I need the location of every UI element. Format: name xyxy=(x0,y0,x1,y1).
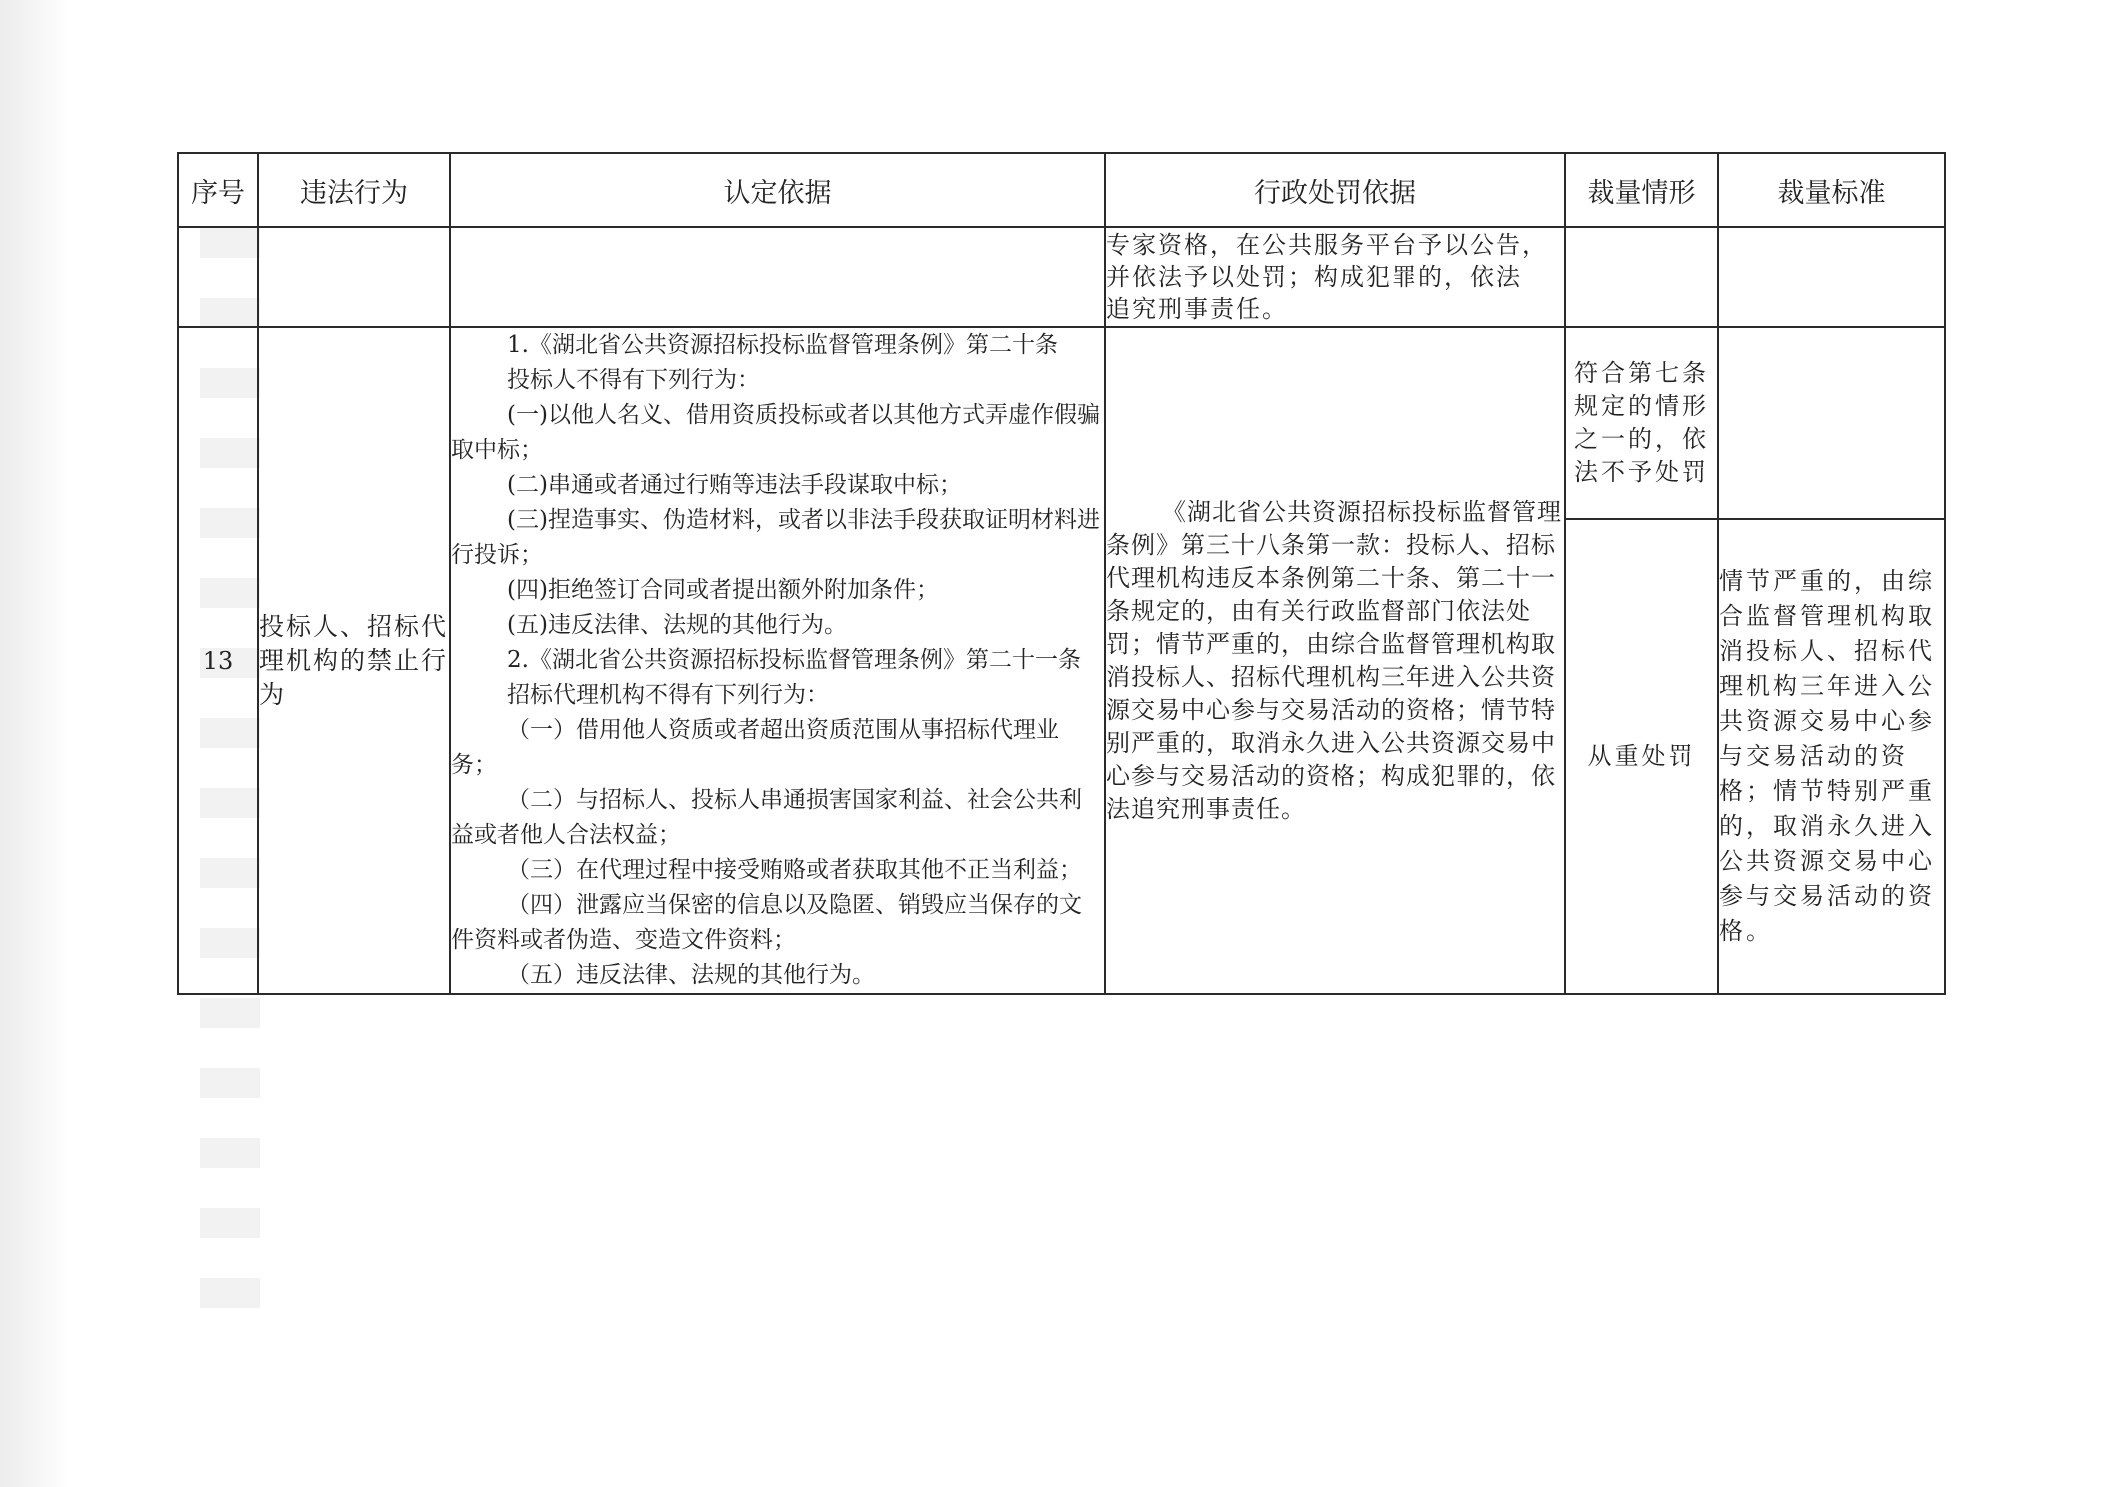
violation-cell: 投标人、招标代理机构的禁止行为 xyxy=(258,327,450,994)
cont-penalty-line: 专家资格，在公共服务平台予以公告， xyxy=(1106,231,1548,259)
cont-basis-cell xyxy=(450,227,1105,327)
cont-standard-cell xyxy=(1718,227,1945,327)
circumstance-aggravated: 从重处罚 xyxy=(1565,519,1718,994)
cont-penalty-line: 并依法予以处罚；构成犯罪的，依法 xyxy=(1106,263,1522,291)
basis-paragraph: (一)以他人名义、借用资质投标或者以其他方式弄虚作假骗取中标； xyxy=(451,402,1100,463)
cont-penalty-line: 追究刑事责任。 xyxy=(1106,295,1288,323)
basis-paragraph: (五)违反法律、法规的其他行为。 xyxy=(507,612,847,638)
scan-edge-shadow xyxy=(0,0,70,1487)
cont-violation-cell xyxy=(258,227,450,327)
basis-paragraph: 2.《湖北省公共资源招标投标监督管理条例》第二十一条 xyxy=(507,647,1081,673)
circumstance-exempt: 符合第七条规定的情形之一的，依法不予处罚 xyxy=(1565,327,1718,519)
header-penalty-basis: 行政处罚依据 xyxy=(1105,153,1565,227)
header-row xyxy=(178,153,1945,227)
cont-seq-cell xyxy=(178,227,258,327)
basis-paragraph: (三)捏造事实、伪造材料，或者以非法手段获取证明材料进行投诉； xyxy=(451,507,1100,568)
basis-paragraph: 招标代理机构不得有下列行为： xyxy=(507,682,829,708)
cont-circumstance-cell xyxy=(1565,227,1718,327)
penalty-basis-text: 《湖北省公共资源招标投标监督管理条例》第三十八条第一款：投标人、招标代理机构违反本条例第二十条、第二十一条规定的，由有关行政监督部门依法处罚；情节严重的，由综合监督管理机构取消投标人、招标代理机构三年进入公共资源交易中心参与交易活动的资格；情节特别严重的，取消永久进入公共资源交易中心参与交易活动的资格；构成犯罪的，依法追究刑事责任。 xyxy=(1106,497,1562,823)
basis-paragraph: （四）泄露应当保密的信息以及隐匿、销毁应当保存的文件资料或者伪造、变造文件资料； xyxy=(451,892,1082,953)
basis-paragraph: 1.《湖北省公共资源招标投标监督管理条例》第二十条 xyxy=(507,332,1058,358)
basis-paragraph: （三）在代理过程中接受贿赂或者获取其他不正当利益； xyxy=(507,857,1082,883)
basis-paragraph: (四)拒绝签订合同或者提出额外附加条件； xyxy=(507,577,939,603)
continuation-row xyxy=(178,227,1945,327)
basis-paragraph: (二)串通或者通过行贿等违法手段谋取中标； xyxy=(507,472,962,498)
basis-paragraph: （五）违反法律、法规的其他行为。 xyxy=(507,962,875,988)
standard-exempt xyxy=(1718,327,1945,519)
header-violation: 违法行为 xyxy=(258,153,450,227)
basis-paragraph: （一）借用他人资质或者超出资质范围从事招标代理业务； xyxy=(451,717,1059,778)
basis-paragraph: （二）与招标人、投标人串通损害国家利益、社会公共利益或者他人合法权益； xyxy=(451,787,1082,848)
cont-penalty-cell xyxy=(1105,227,1565,327)
header-seq: 序号 xyxy=(178,153,258,227)
row-number: 13 xyxy=(178,327,258,994)
header-basis: 认定依据 xyxy=(450,153,1105,227)
header-circumstance: 裁量情形 xyxy=(1565,153,1718,227)
header-standard: 裁量标准 xyxy=(1718,153,1945,227)
table-row-13 xyxy=(178,327,1945,519)
basis-cell xyxy=(450,327,1105,994)
basis-paragraph: 投标人不得有下列行为： xyxy=(507,367,760,393)
penalty-discretion-table xyxy=(177,152,1946,995)
penalty-basis-cell xyxy=(1105,327,1565,994)
standard-aggravated: 情节严重的，由综合监督管理机构取消投标人、招标代理机构三年进入公共资源交易中心参与交易活动的资格；情节特别严重的，取消永久进入公共资源交易中心参与交易活动的资格。 xyxy=(1718,519,1945,994)
